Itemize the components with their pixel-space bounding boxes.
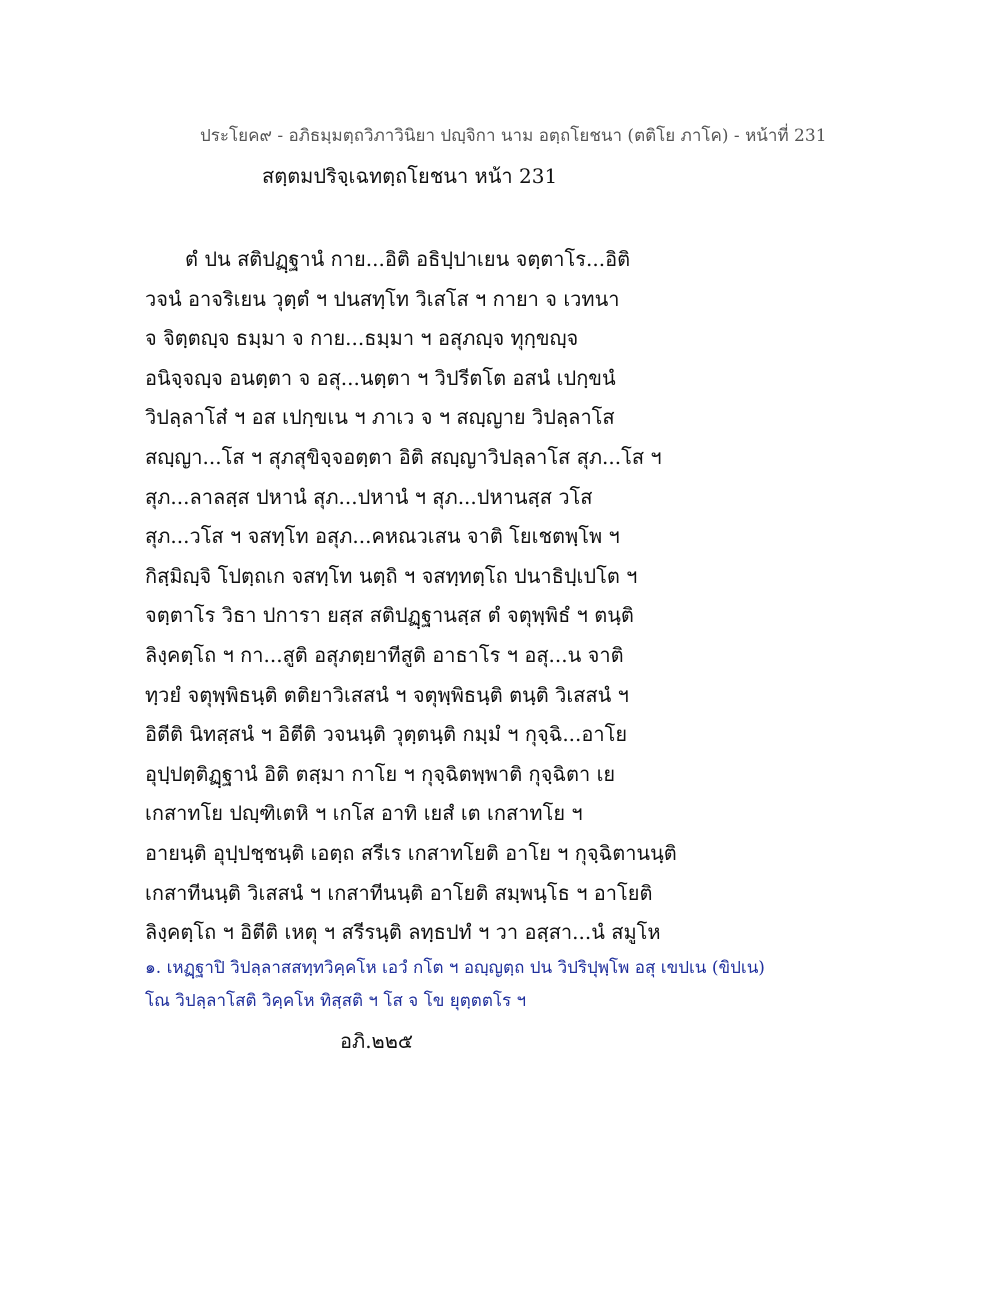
body-text (145, 240, 865, 953)
body-line: เกสาทีนนฺติ วิเสสนํ ฯ เกสาทีนนฺติ อาโยติ สมฺพนฺโธ ฯ อาโยติ (145, 880, 653, 905)
body-line: อุปฺปตฺติฏฺฐานํ อิติ ตสฺมา กาโย ฯ กุจฺฉิตพฺพาติ กุจฺฉิตา เย (145, 761, 616, 786)
body-line: ลิงฺคตฺโถ ฯ อิตีติ เหตุ ฯ สรีรนฺติ ลทฺธปทํ ฯ วา อสฺสา...นํ สมูโห (145, 920, 661, 945)
body-line: จตฺตาโร วิธา ปการา ยสฺส สติปฏฺฐานสฺส ตํ จตุพฺพิธํ ฯ ตนฺติ (145, 603, 634, 628)
body-line: อายนฺติ อุปฺปชฺชนฺติ เอตฺถ สรีเร เกสาทโยติ อาโย ฯ กุจฺฉิตานนฺติ (145, 840, 677, 865)
body-line: เกสาทโย ปญฺฑิเตหิ ฯ เกโส อาทิ เยสํ เต เกสาทโย ฯ (145, 801, 583, 826)
body-line: สญฺญา...โส ฯ สุภสุขิจฺจอตฺตา อิติ สญฺญาวิปลฺลาโส สุภ...โส ฯ (145, 444, 662, 469)
body-line: ตํ ปน สติปฏฺฐานํ กาย...อิติ อธิปฺปาเยน จตฺตาโร...อิติ (185, 247, 631, 271)
footnote-line: ๑. เหฏฺฐาปิ วิปลฺลาสสทฺทวิคฺคโห เอวํ กโต ฯ อญฺญตฺถ ปน วิปริปุพฺโพ อสุ เขปเน (ขิปเน) (145, 958, 765, 978)
footnote-line: โณ วิปลฺลาโสติ วิคฺคโห ทิสฺสติ ฯ โส จ โข ยุตฺตตโร ฯ (145, 991, 527, 1011)
footnotes (145, 952, 865, 1018)
section-title: สตฺตมปริจฺเฉทตฺถโยชนา หน้า 231 (262, 164, 558, 188)
body-line: สุภ...ลาลสฺส ปหานํ สุภ...ปหานํ ฯ สุภ...ปหานสฺส วโส (145, 484, 593, 509)
body-line: สุภ...วโส ฯ จสทฺโท อสุภ...คหณวเสน จาติ โยเชตพฺโพ ฯ (145, 524, 620, 549)
body-line: จ จิตฺตญฺจ ธมฺมา จ กาย...ธมฺมา ฯ อสุภญฺจ ทุกฺขญฺจ (145, 326, 579, 351)
body-line: วจนํ อาจริเยน วุตฺตํ ฯ ปนสทฺโท วิเสโส ฯ กายา จ เวทนา (145, 286, 620, 311)
body-line: อนิจฺจญฺจ อนตฺตา จ อสุ...นตฺตา ฯ วิปรีตโต อสนํ เปกฺขนํ (145, 365, 616, 390)
body-line: กิสฺมิญฺจิ โปตฺถเก จสทฺโท นตฺถิ ฯ จสทฺทตฺโถ ปนาธิปฺเปโต ฯ (145, 563, 638, 588)
body-line: อิตีติ นิทสฺสนํ ฯ อิตีติ วจนนฺติ วุตฺตนฺติ กมฺมํ ฯ กุจฺฉิ...อาโย (145, 722, 628, 747)
body-line: ลิงฺคตฺโถ ฯ กา...สูติ อสุภตฺยาทีสูติ อาธาโร ฯ อสุ...น จาติ (145, 642, 624, 667)
body-line: ทฺวยํ จตุพฺพิธนฺติ ตติยาวิเสสนํ ฯ จตุพฺพิธนฺติ ตนฺติ วิเสสนํ ฯ (145, 682, 629, 707)
running-header: ประโยค๙ - อภิธมฺมตฺถวิภาวินิยา ปญฺจิกา นาม อตฺถโยชนา (ตติโย ภาโค) - หน้าที่ 231 (200, 126, 827, 146)
body-line: วิปลฺลาโส๋ ฯ อส เปกฺขเน ฯ ภาเว จ ฯ สญฺญาย วิปลฺลาโส (145, 405, 615, 430)
page-reference: อภิ.๒๒๕ (340, 1029, 414, 1053)
